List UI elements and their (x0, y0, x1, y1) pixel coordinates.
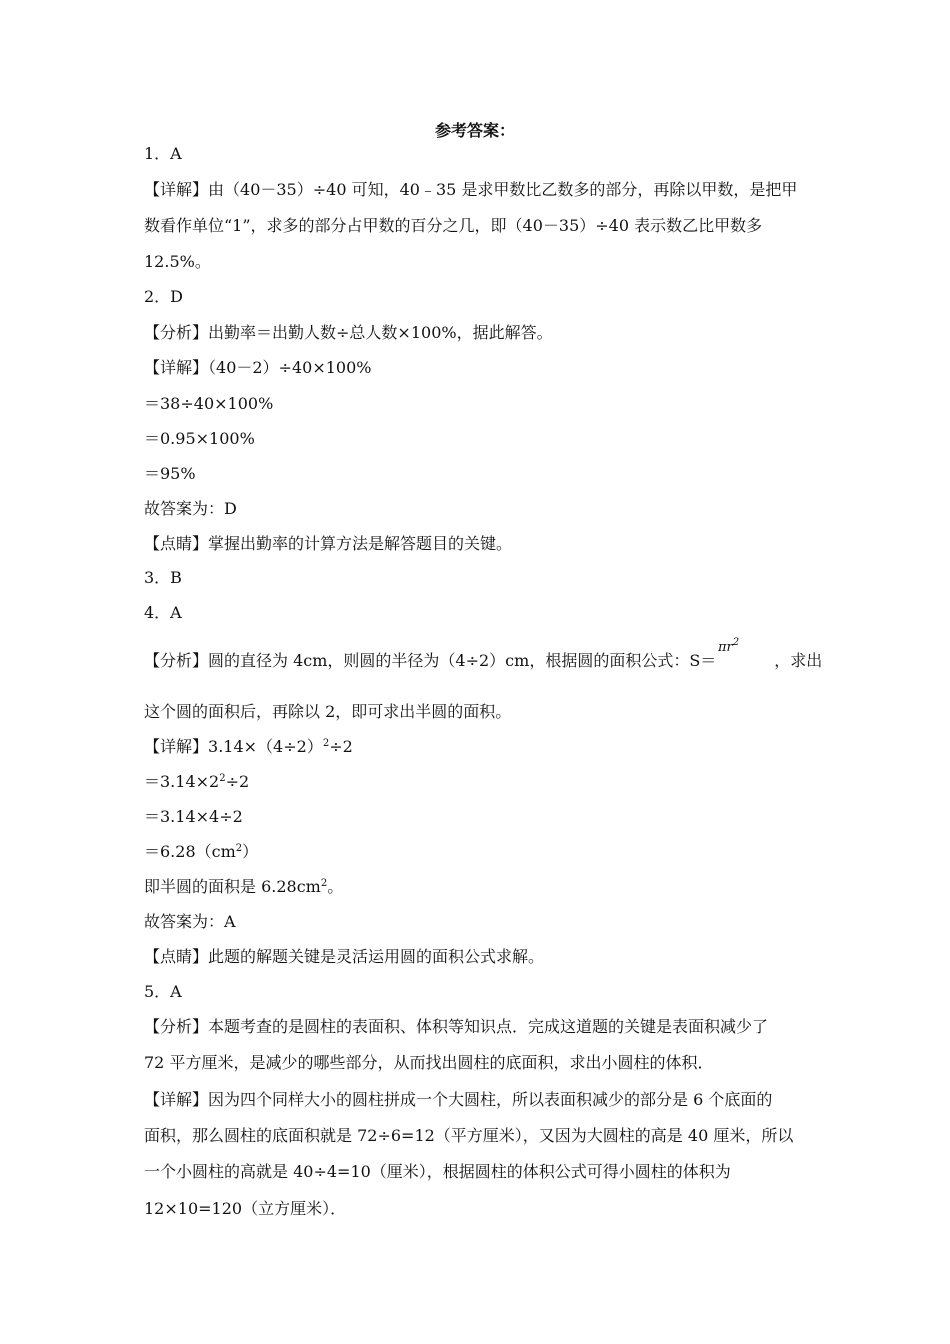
q5-analysis-line-1: 【分析】本题考查的是圆柱的表面积、体积等知识点．完成这道题的关键是表面积减少了 (144, 1017, 769, 1036)
analysis-tag: 【分析】 (144, 323, 209, 342)
q1-detail-line-2: 数看作单位“1”，求多的部分占甲数的百分之几，即（40－35）÷40 表示数乙比甲数多 (144, 216, 763, 235)
q4-detail-line-2: $=3.14\times 2^2\div 2$ (144, 772, 250, 791)
q4-analysis-line-2: 这个圆的面积后，再除以 2，即可求出半圆的面积。 (144, 702, 512, 721)
q2-detail-line-2: ＝38÷40×100% (144, 394, 274, 413)
q4-answer: 4．A (144, 603, 182, 622)
q5-answer: 5．A (144, 982, 182, 1001)
q1-detail-line-1: 【详解】由（40－35）÷40 可知，40﹣35 是求甲数比乙数多的部分，再除以甲数，是把甲 (144, 180, 798, 199)
detail-tag: 【详解】 (144, 737, 209, 756)
q5-detail-line-3: 一个小圆柱的高就是 40÷4=10（厘米），根据圆柱的体积公式可得小圆柱的体积为 (144, 1162, 731, 1181)
comment-tag: 【点睛】 (144, 534, 209, 553)
q4-detail-line-3: ＝3.14×4÷2 (144, 807, 243, 826)
detail-tag: 【详解】 (144, 358, 209, 377)
q1-answer: 1．A (144, 144, 182, 163)
q3-answer: 3．B (144, 568, 182, 587)
area-formula: $\pi r^2$ (718, 637, 740, 655)
q5-detail-line-1: 【详解】因为四个同样大小的圆柱拼成一个大圆柱，所以表面积减少的部分是 6 个底面的 (144, 1090, 773, 1109)
analysis-tag: 【分析】 (144, 651, 209, 670)
q4-conclusion: 故答案为：A (144, 912, 236, 931)
comment-tag: 【点睛】 (144, 947, 209, 966)
detail-tag: 【详解】 (144, 180, 209, 199)
q4-detail-line-4: $=6.28(cm^2)$ (144, 842, 259, 861)
q2-conclusion: 故答案为：D (144, 499, 237, 518)
q2-detail-line-3: ＝0.95×100% (144, 429, 255, 448)
page-title: 参考答案： (434, 121, 515, 140)
q4-analysis-line-1: 【分析】圆的直径为 4cm，则圆的半径为（4÷2）cm，根据圆的面积公式：S＝ ，求出 (144, 651, 823, 670)
q1-detail-line-3: 12.5%。 (144, 252, 211, 271)
q4-result: 即半圆的面积是 $6.28cm^2$。 (144, 877, 344, 896)
q5-detail-line-2: 面积，那么圆柱的底面积就是 72÷6=12（平方厘米），又因为大圆柱的高是 40 厘米，所以 (144, 1126, 794, 1145)
q2-detail-line-1: 【详解】（40－2）÷40×100% (144, 358, 372, 377)
q2-analysis: 【分析】出勤率＝出勤人数÷总人数×100%，据此解答。 (144, 323, 553, 342)
q2-detail-line-4: ＝95% (144, 464, 196, 483)
q4-comment: 【点睛】此题的解题关键是灵活运用圆的面积公式求解。 (144, 947, 545, 966)
detail-tag: 【详解】 (144, 1090, 209, 1109)
q4-detail-line-1: 【详解】$3.14\times(4\div 2)^2\div 2$ (144, 737, 353, 756)
q2-comment: 【点睛】掌握出勤率的计算方法是解答题目的关键。 (144, 534, 513, 553)
q5-detail-line-4: 12×10=120（立方厘米）． (144, 1199, 347, 1218)
q5-analysis-line-2: 72 平方厘米，是减少的哪些部分，从而找出圆柱的底面积，求出小圆柱的体积． (144, 1053, 714, 1072)
q2-answer: 2．D (144, 287, 184, 306)
analysis-tag: 【分析】 (144, 1017, 209, 1036)
